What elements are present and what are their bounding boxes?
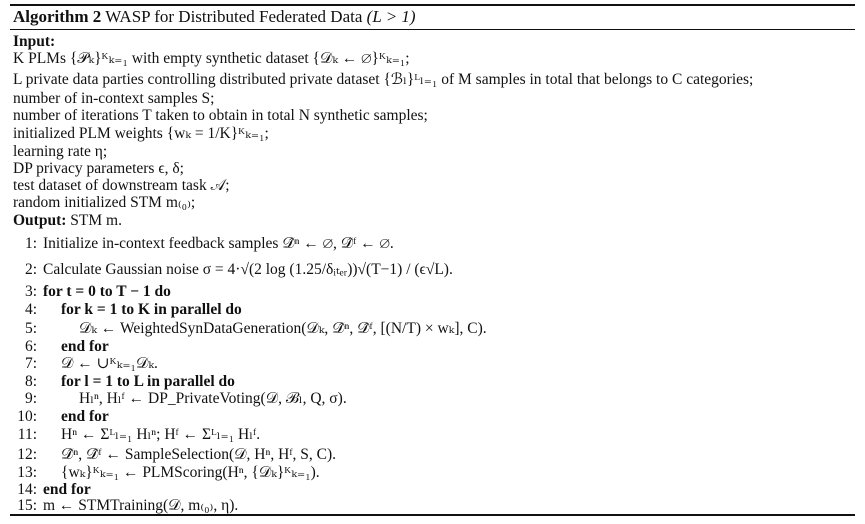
input-line: random initialized STM m₍₀₎; <box>13 194 196 211</box>
step-text: end for <box>43 481 91 498</box>
input-line: L private data parties controlling distributed private dataset {ℬₗ}ᴸₗ₌₁ of M samples in total that belongs to C categories; <box>13 71 754 88</box>
step-text: for k = 1 to K in parallel do <box>61 301 242 318</box>
step-15 <box>13 497 238 515</box>
output-line <box>13 212 122 230</box>
step-number: 15: <box>17 497 37 514</box>
step-11 <box>13 426 260 444</box>
step-number: 5: <box>24 320 37 337</box>
bottom-rule <box>10 514 855 516</box>
top-rule <box>10 4 855 6</box>
input-line: initialized PLM weights {wₖ = 1/K}ᴷₖ₌₁; <box>13 125 269 142</box>
step-number: 1: <box>24 235 37 252</box>
step-text: {wₖ}ᴷₖ₌₁ ← PLMScoring(Hⁿ, {𝒟ₖ}ᴷₖ₌₁). <box>61 464 320 481</box>
algorithm-title <box>13 7 416 27</box>
step-text: end for <box>61 408 109 425</box>
step-8 <box>13 373 235 391</box>
step-number: 9: <box>24 390 37 407</box>
step-text: Calculate Gaussian noise σ = 4·√(2 log (1.25/δᵢₜₑᵣ))√(T−1) / (ϵ√L). <box>43 261 453 278</box>
step-3 <box>13 283 171 301</box>
step-4 <box>13 301 242 319</box>
step-text: Hⁿ ← Σᴸₗ₌₁ Hₗⁿ; Hᶠ ← Σᴸₗ₌₁ Hₗᶠ. <box>61 426 261 443</box>
step-text: 𝒟ₖ ← WeightedSynDataGeneration(𝒟ₖ, 𝒟̂ⁿ, 𝒟̂ᶠ, [(N/T) × wₖ], C). <box>79 320 487 337</box>
step-text: for t = 0 to T − 1 do <box>43 283 171 300</box>
step-number: 13: <box>17 464 37 481</box>
step-text: end for <box>61 338 109 355</box>
input-line: DP privacy parameters ϵ, δ; <box>13 160 184 177</box>
step-number: 2: <box>24 261 37 278</box>
step-7 <box>13 355 158 373</box>
input-line: number of in-context samples S; <box>13 90 215 107</box>
step-number: 4: <box>24 301 37 318</box>
step-9 <box>13 390 347 408</box>
output-header: Output: <box>13 212 67 229</box>
step-text: Hₗⁿ, Hₗᶠ ← DP_PrivateVoting(𝒟, ℬₗ, Q, σ). <box>79 390 347 407</box>
step-number: 11: <box>17 426 37 443</box>
step-number: 6: <box>24 338 37 355</box>
step-6 <box>13 338 109 356</box>
step-12 <box>13 446 336 464</box>
step-number: 10: <box>17 408 37 425</box>
step-text: m ← STMTraining(𝒟, m₍₀₎, η). <box>43 497 239 514</box>
output-text: STM m. <box>70 212 122 229</box>
step-number: 7: <box>24 355 37 372</box>
step-13 <box>13 464 320 482</box>
input-line: learning rate η; <box>13 143 108 160</box>
step-text: Initialize in-context feedback samples 𝒟̂ⁿ ← ∅, 𝒟̂ᶠ ← ∅. <box>43 235 394 252</box>
input-header: Input: <box>13 33 56 50</box>
step-text: 𝒟 ← ∪ᴷₖ₌₁𝒟ₖ. <box>61 355 158 372</box>
algorithm-name: WASP for Distributed Federated Data <box>105 7 363 26</box>
step-5 <box>13 320 487 338</box>
title-rule <box>10 29 855 30</box>
input-line: test dataset of downstream task 𝒜; <box>13 177 230 194</box>
step-number: 14: <box>17 481 37 498</box>
input-line: number of iterations T taken to obtain in total N synthetic samples; <box>13 107 428 124</box>
step-number: 12: <box>17 446 37 463</box>
algorithm-box <box>10 4 855 516</box>
step-text: 𝒟̂ⁿ, 𝒟̂ᶠ ← SampleSelection(𝒟, Hⁿ, Hᶠ, S, C). <box>61 446 337 463</box>
step-number: 3: <box>24 283 37 300</box>
algorithm-condition: (L > 1) <box>366 7 416 26</box>
step-1 <box>13 235 394 253</box>
step-text: for l = 1 to L in parallel do <box>61 373 235 390</box>
step-10 <box>13 408 109 426</box>
step-number: 8: <box>24 373 37 390</box>
step-2 <box>13 261 453 279</box>
input-line: K PLMs {𝒫ₖ}ᴷₖ₌₁ with empty synthetic dataset {𝒟ₖ ← ∅}ᴷₖ₌₁; <box>13 50 410 67</box>
algorithm-label: Algorithm 2 <box>13 7 102 26</box>
